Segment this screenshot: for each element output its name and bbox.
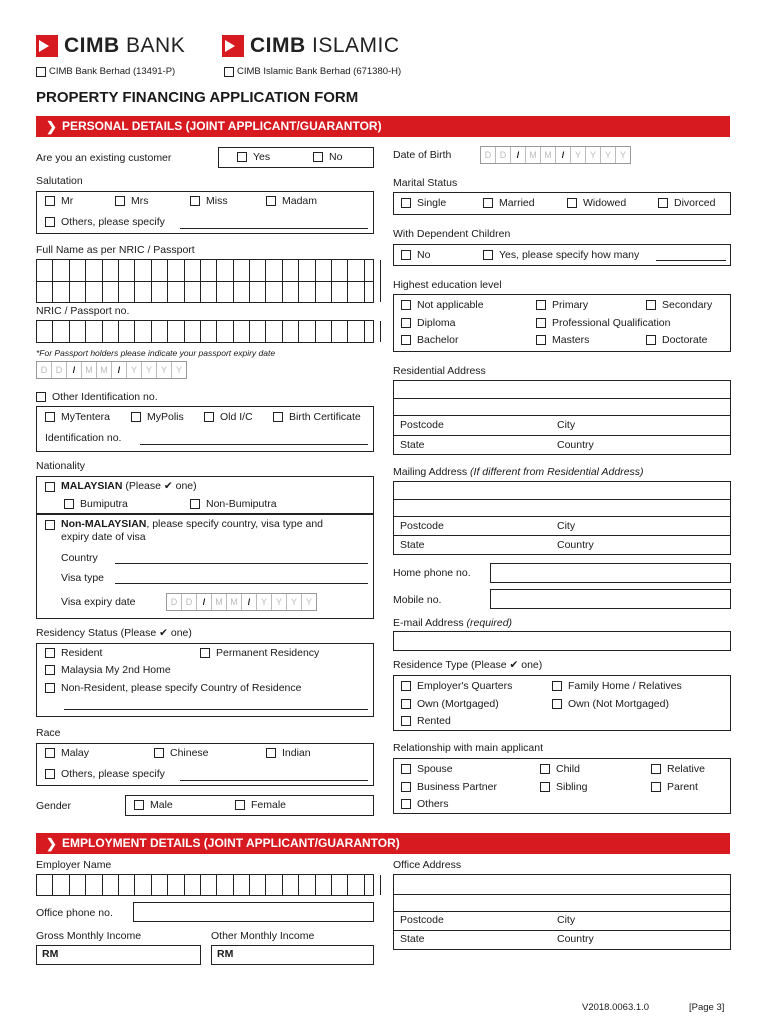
existing-yes-checkbox[interactable]: [237, 152, 247, 162]
business-partner-label: Business Partner: [417, 781, 497, 793]
education-label: Highest education level: [393, 279, 502, 291]
islamic-entity-label: CIMB Islamic Bank Berhad (671380-H): [237, 66, 402, 77]
office-phone-label: Office phone no.: [36, 907, 113, 919]
office-state-label: State: [400, 933, 425, 945]
relationship-others-checkbox[interactable]: [401, 799, 411, 809]
salutation-mr-checkbox[interactable]: [45, 196, 55, 206]
non-resident-checkbox[interactable]: [45, 683, 55, 693]
gross-income-label: Gross Monthly Income: [36, 930, 142, 942]
dependent-yes-checkbox[interactable]: [483, 250, 493, 260]
employment-details-section-bar: [36, 833, 730, 854]
chevron-right-icon: ❯: [46, 119, 57, 134]
mobile-input[interactable]: [490, 589, 731, 609]
form-title: PROPERTY FINANCING APPLICATION FORM: [36, 89, 359, 106]
old-ic-checkbox[interactable]: [204, 412, 214, 422]
mailing-country-label: Country: [557, 539, 594, 551]
passport-expiry-date[interactable]: [36, 361, 187, 379]
dependent-no-label: No: [417, 249, 431, 261]
rented-label: Rented: [417, 715, 451, 727]
salutation-mrs-label: Mrs: [131, 195, 149, 207]
islamic-logo-rest: ISLAMIC: [312, 34, 400, 57]
child-checkbox[interactable]: [540, 764, 550, 774]
residential-postcode-label: Postcode: [400, 419, 444, 431]
personal-section-title: PERSONAL DETAILS (JOINT APPLICANT/GUARANTOR): [62, 119, 382, 133]
edu-secondary-label: Secondary: [662, 299, 713, 311]
date-cell[interactable]: D: [37, 362, 52, 378]
residential-address-label: Residential Address: [393, 365, 486, 377]
race-label: Race: [36, 727, 61, 739]
existing-no-checkbox[interactable]: [313, 152, 323, 162]
visa-type-label: Visa type: [61, 572, 104, 584]
salutation-madam-checkbox[interactable]: [266, 196, 276, 206]
office-city-label: City: [557, 914, 576, 926]
edu-na-checkbox[interactable]: [401, 300, 411, 310]
date-cell[interactable]: D: [52, 362, 67, 378]
old-ic-label: Old I/C: [220, 411, 253, 423]
mypolis-label: MyPolis: [147, 411, 184, 423]
date-cell[interactable]: Y: [601, 147, 616, 163]
date-cell[interactable]: Y: [175, 365, 182, 375]
salutation-miss-checkbox[interactable]: [190, 196, 200, 206]
mailing-address-note: (If different from Residential Address): [470, 466, 644, 478]
date-cell[interactable]: Y: [257, 594, 272, 610]
date-cell[interactable]: D: [496, 147, 511, 163]
divorced-label: Divorced: [674, 197, 716, 209]
gross-income-rm: RM: [42, 948, 59, 960]
home-phone-input[interactable]: [490, 563, 731, 583]
employer-name-grid[interactable]: [36, 874, 374, 896]
date-cell[interactable]: Y: [142, 362, 157, 378]
nric-label: NRIC / Passport no.: [36, 305, 130, 317]
relative-label: Relative: [667, 763, 705, 775]
employer-name-label: Employer Name: [36, 859, 112, 871]
islamic-logo-strong: CIMB: [250, 34, 306, 57]
child-label: Child: [556, 763, 580, 775]
edu-masters-checkbox[interactable]: [536, 335, 546, 345]
dependent-count-line[interactable]: [656, 260, 726, 261]
bumiputra-checkbox[interactable]: [64, 499, 74, 509]
residential-country-label: Country: [557, 439, 594, 451]
own-mortgaged-label: Own (Mortgaged): [417, 698, 499, 710]
family-home-checkbox[interactable]: [552, 681, 562, 691]
non-bumiputra-checkbox[interactable]: [190, 499, 200, 509]
relative-checkbox[interactable]: [651, 764, 661, 774]
cimb-bank-logo: [36, 34, 185, 58]
non-malaysian-instructions: , please specify country, visa type and: [146, 518, 324, 530]
residential-state-label: State: [400, 439, 425, 451]
edu-bachelor-label: Bachelor: [417, 334, 459, 346]
other-income-label: Other Monthly Income: [211, 930, 315, 942]
edu-professional-label: Professional Qualification: [552, 317, 671, 329]
race-others-label: Others, please specify: [61, 768, 165, 780]
employers-quarters-label: Employer's Quarters: [417, 680, 513, 692]
date-cell[interactable]: D: [167, 594, 182, 610]
date-cell[interactable]: M: [212, 594, 227, 610]
salutation-mr-label: Mr: [61, 195, 74, 207]
parent-checkbox[interactable]: [651, 782, 661, 792]
marital-status-label: Marital Status: [393, 177, 458, 189]
relationship-others-label: Others: [417, 798, 449, 810]
gender-male-checkbox[interactable]: [134, 800, 144, 810]
salutation-others-line[interactable]: [180, 228, 368, 229]
office-phone-input[interactable]: [133, 902, 374, 922]
date-cell[interactable]: D: [182, 594, 197, 610]
cimb-islamic-logo: [222, 34, 400, 58]
date-separator: /: [242, 594, 257, 610]
edu-diploma-checkbox[interactable]: [401, 318, 411, 328]
own-mortgaged-checkbox[interactable]: [401, 699, 411, 709]
chevron-right-icon: ❯: [46, 836, 57, 851]
non-bumiputra-label: Non-Bumiputra: [206, 498, 277, 510]
nationality-label: Nationality: [36, 460, 86, 472]
email-input[interactable]: [393, 631, 731, 651]
married-label: Married: [499, 197, 535, 209]
dependent-children-label: With Dependent Children: [393, 228, 511, 240]
relationship-label: Relationship with main applicant: [393, 742, 543, 754]
visa-type-line[interactable]: [115, 583, 368, 584]
other-income-rm: RM: [217, 948, 234, 960]
birth-cert-checkbox[interactable]: [273, 412, 283, 422]
full-name-label: Full Name as per NRIC / Passport: [36, 244, 195, 256]
bank-logo-rest: BANK: [126, 34, 186, 57]
mailing-state-label: State: [400, 539, 425, 551]
spouse-checkbox[interactable]: [401, 764, 411, 774]
other-id-checkbox[interactable]: [36, 392, 46, 402]
race-indian-checkbox[interactable]: [266, 748, 276, 758]
visa-expiry-label: Visa expiry date: [61, 596, 136, 608]
spouse-label: Spouse: [417, 763, 453, 775]
salutation-label: Salutation: [36, 175, 83, 187]
sibling-checkbox[interactable]: [540, 782, 550, 792]
full-name-grid[interactable]: [36, 259, 374, 303]
office-postcode-label: Postcode: [400, 914, 444, 926]
bank-entity-label: CIMB Bank Berhad (13491-P): [49, 66, 176, 77]
page-number: [Page 3]: [689, 1002, 725, 1013]
bank-logo-strong: CIMB: [64, 34, 120, 57]
salutation-others-label: Others, please specify: [61, 216, 165, 228]
gender-female-label: Female: [251, 799, 287, 811]
employment-section-title: EMPLOYMENT DETAILS (JOINT APPLICANT/GUARANTOR): [62, 836, 400, 850]
date-cell[interactable]: M: [82, 362, 97, 378]
date-separator: /: [511, 147, 526, 163]
islamic-entity-checkbox[interactable]: [224, 67, 234, 77]
non-malaysian-checkbox[interactable]: [45, 520, 55, 530]
existing-yes-label: Yes: [253, 151, 271, 163]
date-separator: /: [197, 594, 212, 610]
salutation-mrs-checkbox[interactable]: [115, 196, 125, 206]
permanent-residency-label: Permanent Residency: [216, 647, 320, 659]
married-checkbox[interactable]: [483, 198, 493, 208]
non-malaysian-instructions-2: expiry date of visa: [61, 531, 146, 543]
race-malay-label: Malay: [61, 747, 90, 759]
malaysian-label: MALAYSIAN: [61, 480, 123, 492]
mytentera-label: MyTentera: [61, 411, 111, 423]
edu-primary-label: Primary: [552, 299, 589, 311]
nric-grid[interactable]: [36, 320, 374, 343]
home-phone-label: Home phone no.: [393, 567, 471, 579]
dependent-no-checkbox[interactable]: [401, 250, 411, 260]
visa-country-label: Country: [61, 552, 98, 564]
office-country-label: Country: [557, 933, 594, 945]
existing-no-label: No: [329, 151, 343, 163]
race-malay-checkbox[interactable]: [45, 748, 55, 758]
cimb-logo-mark-icon: [36, 35, 58, 57]
version-label: V2018.0063.1.0: [582, 1002, 650, 1013]
visa-country-line[interactable]: [115, 563, 368, 564]
edu-masters-label: Masters: [552, 334, 590, 346]
other-id-label: Other Identification no.: [52, 391, 158, 403]
single-checkbox[interactable]: [401, 198, 411, 208]
race-chinese-checkbox[interactable]: [154, 748, 164, 758]
date-cell[interactable]: Y: [571, 147, 586, 163]
rented-checkbox[interactable]: [401, 716, 411, 726]
id-no-label: Identification no.: [45, 432, 122, 444]
non-resident-country-line[interactable]: [64, 709, 368, 710]
gross-income-input[interactable]: [36, 945, 201, 965]
cimb-islamic-logo-mark-icon: [222, 35, 244, 57]
date-cell[interactable]: Y: [287, 594, 302, 610]
bumiputra-label: Bumiputra: [80, 498, 128, 510]
race-others-checkbox[interactable]: [45, 769, 55, 779]
date-cell[interactable]: Y: [619, 150, 626, 160]
parent-label: Parent: [667, 781, 698, 793]
office-address-label: Office Address: [393, 859, 462, 871]
own-not-mortgaged-label: Own (Not Mortgaged): [568, 698, 669, 710]
edu-doctorate-checkbox[interactable]: [646, 335, 656, 345]
date-cell[interactable]: Y: [157, 362, 172, 378]
own-not-mortgaged-checkbox[interactable]: [552, 699, 562, 709]
email-required-note: (required): [466, 617, 513, 629]
sibling-label: Sibling: [556, 781, 588, 793]
mailing-address-label: Mailing Address: [393, 466, 471, 478]
resident-label: Resident: [61, 647, 103, 659]
salutation-others-checkbox[interactable]: [45, 217, 55, 227]
edu-primary-checkbox[interactable]: [536, 300, 546, 310]
date-cell[interactable]: M: [227, 594, 242, 610]
date-separator: /: [556, 147, 571, 163]
personal-details-section-bar: [36, 116, 730, 137]
divorced-checkbox[interactable]: [658, 198, 668, 208]
edu-doctorate-label: Doctorate: [662, 334, 708, 346]
date-separator: /: [67, 362, 82, 378]
non-malaysian-label: Non-MALAYSIAN: [61, 518, 147, 530]
edu-secondary-checkbox[interactable]: [646, 300, 656, 310]
family-home-label: Family Home / Relatives: [568, 680, 682, 692]
salutation-madam-label: Madam: [282, 195, 318, 207]
race-indian-label: Indian: [282, 747, 311, 759]
widowed-label: Widowed: [583, 197, 627, 209]
date-cell[interactable]: M: [541, 147, 556, 163]
resident-checkbox[interactable]: [45, 648, 55, 658]
dob-date[interactable]: [480, 146, 631, 164]
business-partner-checkbox[interactable]: [401, 782, 411, 792]
passport-note: *For Passport holders please indicate your passport expiry date: [36, 348, 276, 358]
id-no-line[interactable]: [140, 444, 368, 445]
dob-label: Date of Birth: [393, 149, 452, 161]
employers-quarters-checkbox[interactable]: [401, 681, 411, 691]
malaysian-please-one: (Please ✔ one): [125, 480, 197, 492]
date-cell[interactable]: M: [97, 362, 112, 378]
mypolis-checkbox[interactable]: [131, 412, 141, 422]
race-others-line[interactable]: [180, 780, 368, 781]
residence-type-label: Residence Type (Please ✔ one): [393, 659, 543, 671]
mailing-city-label: City: [557, 520, 576, 532]
edu-bachelor-checkbox[interactable]: [401, 335, 411, 345]
non-resident-label: Non-Resident, please specify Country of Residence: [61, 682, 302, 694]
mm2h-checkbox[interactable]: [45, 665, 55, 675]
widowed-checkbox[interactable]: [567, 198, 577, 208]
residency-status-label: Residency Status (Please ✔ one): [36, 627, 192, 639]
gender-male-label: Male: [150, 799, 173, 811]
birth-cert-label: Birth Certificate: [289, 411, 361, 423]
salutation-miss-label: Miss: [206, 195, 228, 207]
edu-na-label: Not applicable: [417, 299, 484, 311]
permanent-residency-checkbox[interactable]: [200, 648, 210, 658]
date-cell[interactable]: Y: [305, 597, 312, 607]
bank-entity-checkbox[interactable]: [36, 67, 46, 77]
existing-customer-label: Are you an existing customer: [36, 152, 172, 164]
malaysian-checkbox[interactable]: [45, 482, 55, 492]
visa-expiry-date[interactable]: [166, 593, 317, 611]
mobile-label: Mobile no.: [393, 594, 442, 606]
residential-city-label: City: [557, 419, 576, 431]
mm2h-label: Malaysia My 2nd Home: [61, 664, 171, 676]
gender-female-checkbox[interactable]: [235, 800, 245, 810]
gender-label: Gender: [36, 800, 72, 812]
date-cell[interactable]: Y: [586, 147, 601, 163]
mailing-postcode-label: Postcode: [400, 520, 444, 532]
edu-diploma-label: Diploma: [417, 317, 456, 329]
edu-professional-checkbox[interactable]: [536, 318, 546, 328]
date-cell[interactable]: D: [481, 147, 496, 163]
single-label: Single: [417, 197, 447, 209]
date-separator: /: [112, 362, 127, 378]
date-cell[interactable]: M: [526, 147, 541, 163]
race-chinese-label: Chinese: [170, 747, 209, 759]
email-label: E-mail Address: [393, 617, 467, 629]
date-cell[interactable]: Y: [272, 594, 287, 610]
dependent-yes-label: Yes, please specify how many: [499, 249, 640, 261]
mytentera-checkbox[interactable]: [45, 412, 55, 422]
other-income-input[interactable]: [211, 945, 374, 965]
date-cell[interactable]: Y: [127, 362, 142, 378]
